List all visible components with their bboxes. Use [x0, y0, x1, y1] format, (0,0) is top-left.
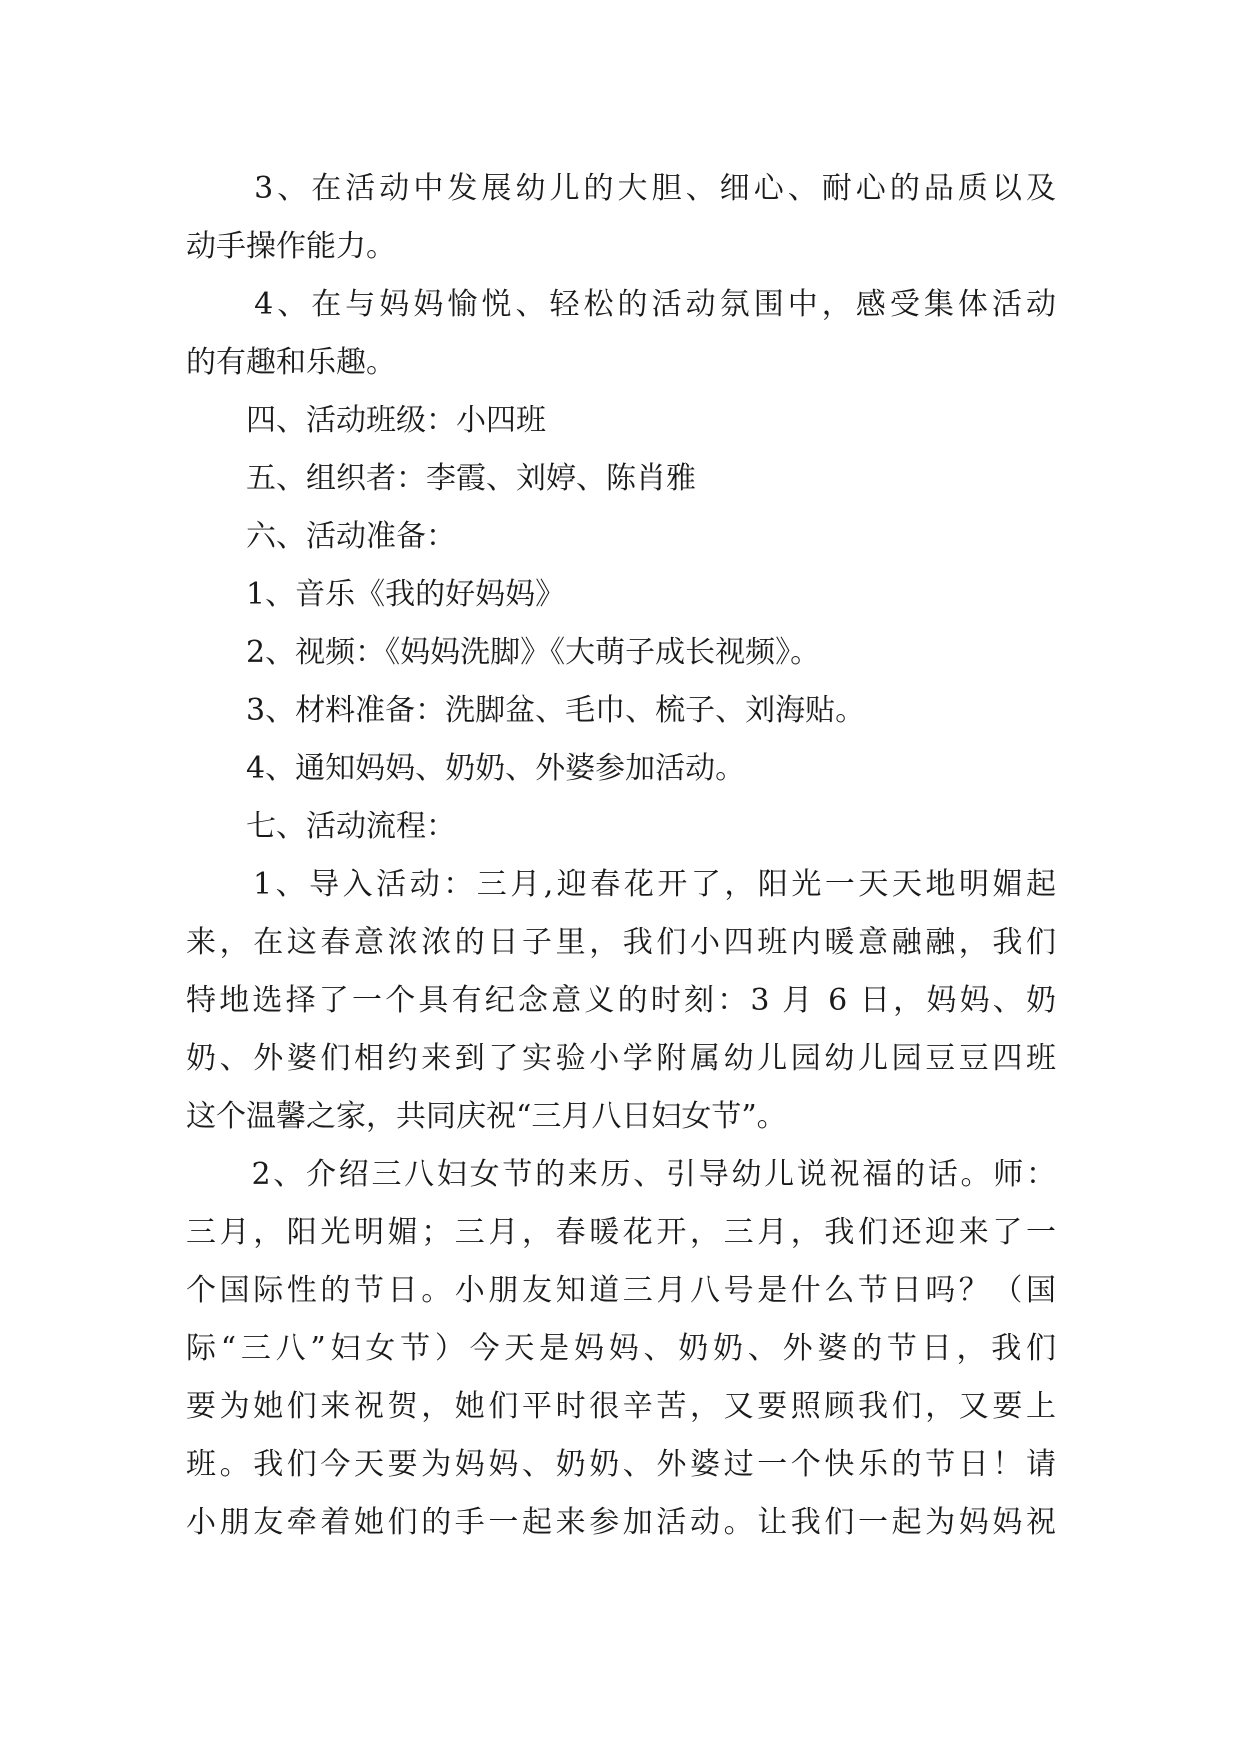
- text-line: 奶、外婆们相约来到了实验小学附属幼儿园幼儿园豆豆四班: [186, 1041, 1056, 1076]
- text-line: 要为她们来祝贺，她们平时很辛苦，又要照顾我们，又要上: [186, 1389, 1056, 1424]
- paragraph: [186, 566, 1056, 624]
- paragraph: [186, 740, 1056, 798]
- text-line: 个国际性的节日。小朋友知道三月八号是什么节日吗？（国: [186, 1273, 1056, 1308]
- text-line: 2、视频：《妈妈洗脚》《大萌子成长视频》。: [186, 635, 821, 670]
- text-line: 五、组织者：李霞、刘婷、陈肖雅: [186, 461, 696, 496]
- text-line: 的有趣和乐趣。: [186, 345, 396, 380]
- text-line: 4、在与妈妈愉悦、轻松的活动氛围中，感受集体活动: [186, 287, 1056, 322]
- paragraph: [186, 508, 1056, 566]
- paragraph: [186, 1146, 1056, 1552]
- paragraph: [186, 160, 1056, 276]
- document-body: [186, 160, 1056, 1552]
- paragraph: [186, 624, 1056, 682]
- text-line: 小朋友牵着她们的手一起来参加活动。让我们一起为妈妈祝: [186, 1505, 1056, 1540]
- paragraph: [186, 276, 1056, 392]
- paragraph: [186, 450, 1056, 508]
- paragraph: [186, 392, 1056, 450]
- text-line: 1、音乐《我的好妈妈》: [186, 577, 566, 612]
- paragraph: [186, 856, 1056, 1146]
- text-line: 2、介绍三八妇女节的来历、引导幼儿说祝福的话。师：: [186, 1157, 1056, 1192]
- text-line: 际“三八”妇女节）今天是妈妈、奶奶、外婆的节日，我们: [186, 1331, 1056, 1366]
- text-line: 3、在活动中发展幼儿的大胆、细心、耐心的品质以及: [186, 171, 1056, 206]
- text-line: 1、导入活动：三月,迎春花开了，阳光一天天地明媚起: [186, 867, 1056, 902]
- text-line: 这个温馨之家，共同庆祝“三月八日妇女节”。: [186, 1099, 787, 1134]
- paragraph: [186, 798, 1056, 856]
- text-line: 4、通知妈妈、奶奶、外婆参加活动。: [186, 751, 746, 786]
- text-line: 三月，阳光明媚；三月，春暖花开，三月，我们还迎来了一: [186, 1215, 1056, 1250]
- text-line: 来，在这春意浓浓的日子里，我们小四班内暖意融融，我们: [186, 925, 1056, 960]
- text-line: 七、活动流程：: [186, 809, 456, 844]
- text-line: 四、活动班级：小四班: [186, 403, 546, 438]
- paragraph: [186, 682, 1056, 740]
- text-line: 动手操作能力。: [186, 229, 396, 264]
- text-line: 特地选择了一个具有纪念意义的时刻：3 月 6 日，妈妈、奶: [186, 983, 1056, 1018]
- text-line: 班。我们今天要为妈妈、奶奶、外婆过一个快乐的节日！请: [186, 1447, 1056, 1482]
- text-line: 3、材料准备：洗脚盆、毛巾、梳子、刘海贴。: [186, 693, 866, 728]
- text-line: 六、活动准备：: [186, 519, 456, 554]
